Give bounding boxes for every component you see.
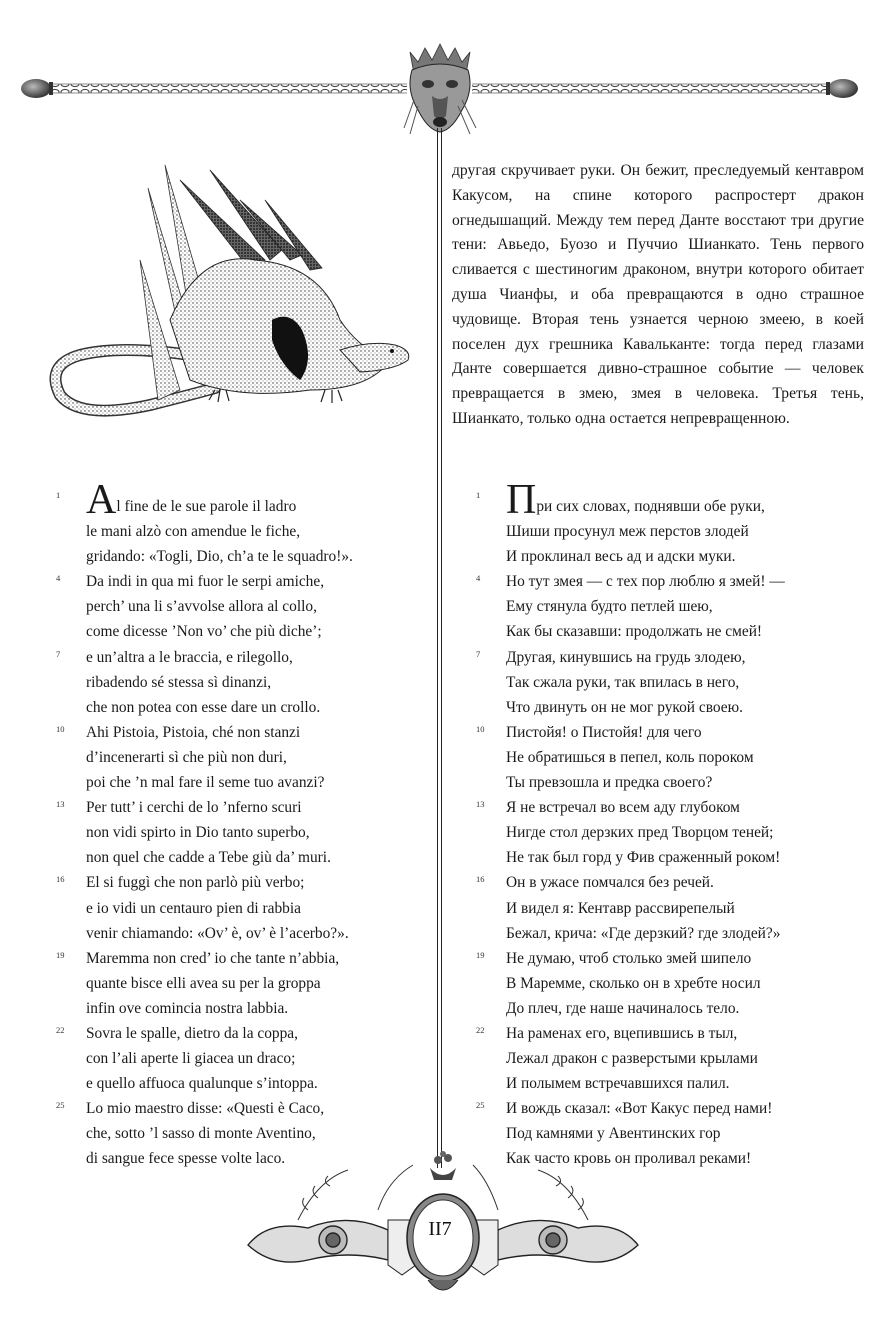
line-number: 16 [56, 874, 65, 885]
line-number: 25 [476, 1100, 485, 1111]
left-finial-icon [21, 79, 53, 98]
verse-line: Бежал, крича: «Где дерзкий? где злодей?» [506, 924, 781, 942]
tercet [56, 870, 426, 945]
verse-line: Я не встречал во всем аду глубоком [506, 799, 740, 817]
verse-line: ribadendo sé stessa sì dinanzi, [86, 673, 272, 691]
mask-icon [404, 44, 476, 134]
verse-line: Не так был горд у Фив сраженный роком! [506, 849, 781, 867]
verse-line: И полымем встречавшихся палил. [506, 1075, 730, 1093]
verse-line: El si fuggì che non parlò più verbo; [86, 874, 305, 892]
verse-line: che non potea con esse dare un crollo. [86, 698, 321, 716]
verse-line: di sangue fece spesse volte laco. [86, 1150, 286, 1168]
line-number: 10 [56, 723, 65, 734]
verse-line: В Маремме, сколько он в хребте носил [506, 974, 761, 992]
page-number: II7 [428, 1218, 452, 1240]
left-rod [52, 84, 407, 93]
verse-line: d’incenerarti sì che più non duri, [86, 748, 287, 766]
line-number: 13 [56, 799, 65, 810]
verse-line: Но тут змея — с тех пор люблю я змей! — [506, 573, 785, 591]
verse-line: И проклинал весь ад и адски муки. [506, 548, 736, 566]
tercet [476, 720, 876, 795]
line-number: 1 [476, 490, 481, 500]
tercet [476, 645, 876, 720]
right-rod [472, 84, 827, 93]
verse-line: e un’altra a le braccia, e rilegollo, [86, 648, 293, 666]
urn-icon [430, 1151, 456, 1180]
verse-line: На раменах его, вцепившись в тыл, [506, 1024, 738, 1042]
header-ornament [0, 40, 880, 140]
line-number: 4 [476, 573, 481, 584]
line-number: 1 [56, 490, 61, 500]
russian-verse [476, 477, 876, 1172]
verse-line: perch’ una li s’avvolse allora al collo, [86, 598, 317, 616]
tercet [476, 569, 876, 644]
tercet [56, 569, 426, 644]
dragon-illustration [40, 150, 420, 425]
tercet [56, 477, 426, 569]
verse-line: Шиши просунул меж перстов злодей [506, 523, 749, 541]
column-divider [437, 128, 442, 1168]
verse-line: Он в ужасе помчался без речей. [506, 874, 714, 892]
drop-cap: A [86, 477, 116, 523]
tercet [476, 795, 876, 870]
line-number: 22 [56, 1024, 65, 1035]
line-number: 7 [476, 648, 481, 659]
verse-line: Не обратишься в пепел, коль пороком [506, 748, 754, 766]
verse-line: e io vidi un centauro pien di rabbia [86, 899, 301, 917]
line-number: 10 [476, 723, 485, 734]
verse-line: При сих словах, поднявши обе руки, [506, 477, 765, 523]
tercet [56, 795, 426, 870]
verse-line: quante bisce elli avea su per la groppa [86, 974, 321, 992]
tercet [56, 1021, 426, 1096]
line-number: 16 [476, 874, 485, 885]
verse-line: Как бы сказавши: продолжать не смей! [506, 623, 763, 641]
verse-line: infin ove comincia nostra labbia. [86, 999, 289, 1017]
verse-line: che, sotto ’l sasso di monte Aventino, [86, 1125, 316, 1143]
verse-line: Так сжала руки, так впилась в него, [506, 673, 740, 691]
verse-line: con l’ali aperte li giacea un draco; [86, 1050, 296, 1068]
verse-line: И вождь сказал: «Вот Какус перед нами! [506, 1100, 773, 1118]
verse-line: venir chiamando: «Ov’ è, ov’ è l’acerbo?». [86, 924, 349, 942]
verse-line: Другая, кинувшись на грудь злодею, [506, 648, 746, 666]
drop-cap: П [506, 477, 536, 523]
line-number: 4 [56, 573, 61, 584]
cartouche-icon [407, 1194, 479, 1290]
verse-line: Lo mio maestro disse: «Questi è Caco, [86, 1100, 325, 1118]
verse-line: gridando: «Togli, Dio, ch’a te le squadro!». [86, 548, 353, 566]
verse-line: Al fine de le sue parole il ladro [86, 477, 297, 523]
tercet [476, 477, 876, 569]
tercet [476, 1021, 876, 1096]
line-number: 13 [476, 799, 485, 810]
verse-line: non vidi spirto in Dio tanto superbo, [86, 824, 310, 842]
verse-line: Лежал дракон с разверстыми крылами [506, 1050, 758, 1068]
verse-line: Ты превзошла и предка своего? [506, 774, 713, 792]
verse-line: Sovra le spalle, dietro da la coppa, [86, 1024, 298, 1042]
tercet [56, 720, 426, 795]
italian-verse [56, 477, 426, 1172]
verse-line: le mani alzò con amendue le fiche, [86, 523, 301, 541]
line-number: 7 [56, 648, 61, 659]
verse-line: И видел я: Кентавр рассвирепелый [506, 899, 735, 917]
tercet [56, 946, 426, 1021]
verse-line: Da indi in qua mi fuor le serpi amiche, [86, 573, 325, 591]
verse-line: Под камнями у Авентинских гор [506, 1125, 721, 1143]
verse-line: Пистойя! о Пистойя! для чего [506, 723, 702, 741]
verse-line: Что двинуть он не мог рукой своею. [506, 698, 743, 716]
prose-summary: другая скручивает руки. Он бежит, преследуемый кентавром Какусом, на спине которого распростерт дракон огнедышащий. Между тем перед Данте восстают три другие тени: Авьедо, Буозо и Пуччио Шианкато. Тень первого сливается с шестиногим драконом, внутри которого обитает душа Чианфы, и оба превращаются в одно страшное чудовище. Вторая тень узнается черною змеею, в коей поселен дух грешника Кавальканте: тогда перед глазами Данте совершается дивно-страшное событие — человек превращается в змею, змея в человека. Третья тень, Шианкато, только одна остается непревращенною. [452, 162, 864, 427]
tercet [476, 946, 876, 1021]
verse-line: non quel che cadde a Tebe giù da’ muri. [86, 849, 331, 867]
verse-line: poi che ’n mal fare il seme tuo avanzi? [86, 774, 325, 792]
verse-line: Per tutt’ i cerchi de lo ’nferno scuri [86, 799, 302, 817]
tercet [56, 645, 426, 720]
right-finial-icon [826, 79, 858, 98]
verse-line: Ему стянула будто петлей шею, [506, 598, 713, 616]
line-number: 22 [476, 1024, 485, 1035]
line-number: 25 [56, 1100, 65, 1111]
verse-line: Ahi Pistoia, Pistoia, ché non stanzi [86, 723, 301, 741]
verse-line: Maremma non cred’ io che tante n’abbia, [86, 949, 340, 967]
verse-line: come dicesse ’Non vo’ che più diche’; [86, 623, 322, 641]
line-number: 19 [56, 949, 65, 960]
line-number: 19 [476, 949, 485, 960]
verse-line: Как часто кровь он проливал реками! [506, 1150, 752, 1168]
verse-line: До плеч, где наше начиналось тело. [506, 999, 740, 1017]
verse-line: Не думаю, чтоб столько змей шипело [506, 949, 752, 967]
verse-line: Нигде стол дерзких пред Творцом теней; [506, 824, 774, 842]
tercet [476, 870, 876, 945]
verse-line: e quello affuoca qualunque s’intoppa. [86, 1075, 318, 1093]
